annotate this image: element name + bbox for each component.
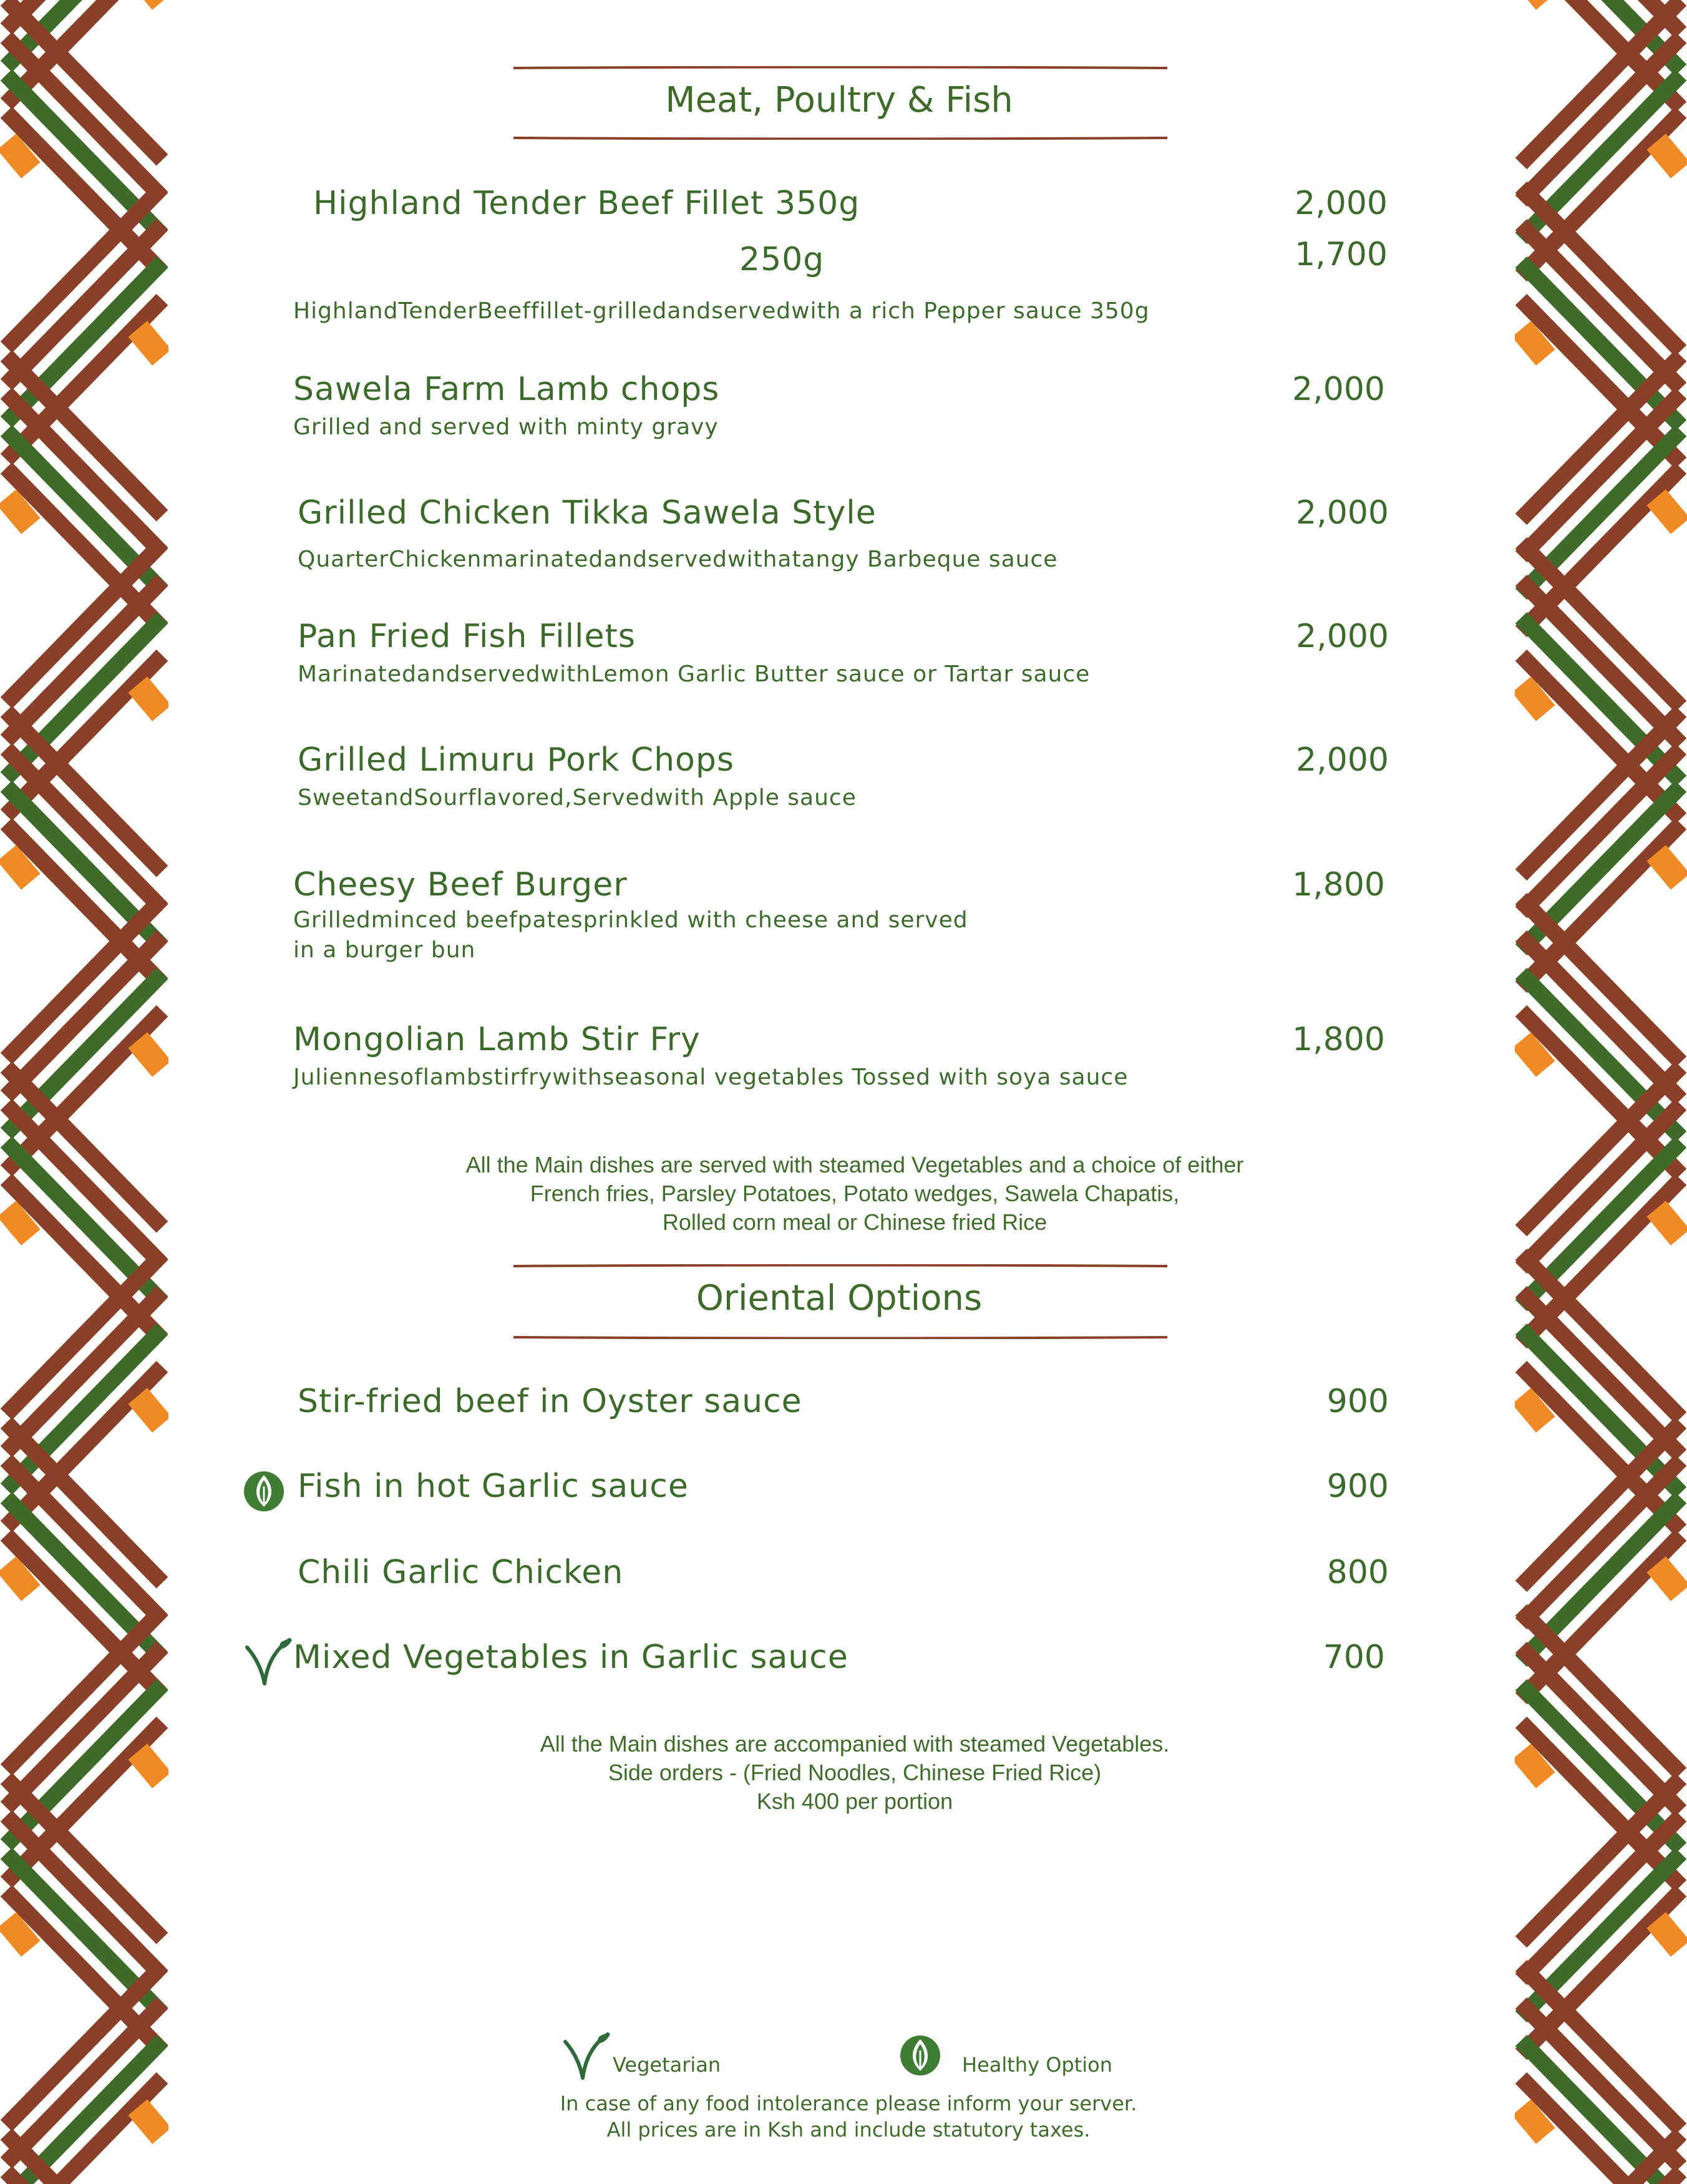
item-name: Chili Garlic Chicken: [298, 1554, 624, 1591]
note-line: Side orders - (Fried Noodles, Chinese Fried Rice): [608, 1760, 1102, 1785]
item-price: 800: [1326, 1554, 1389, 1591]
section-title-meat: Meat, Poultry & Fish: [665, 80, 1013, 120]
item-price: 1,800: [1292, 1021, 1385, 1058]
section-rule-bottom: [513, 1335, 1167, 1339]
note-line: All the Main dishes are served with steamed Vegetables and a choice of either: [465, 1152, 1244, 1177]
item-name: Fish in hot Garlic sauce: [298, 1468, 689, 1505]
note-line: French fries, Parsley Potatoes, Potato wedges, Sawela Chapatis,: [530, 1181, 1180, 1206]
item-name: Cheesy Beef Burger: [293, 866, 628, 904]
item-price: 900: [1326, 1468, 1389, 1505]
item-price: 2,000: [1296, 741, 1389, 779]
section-rule-bottom: [513, 136, 1167, 140]
item-name: Mongolian Lamb Stir Fry: [293, 1021, 701, 1058]
vegetarian-legend-icon: [562, 2028, 611, 2083]
item-description: SweetandSourflavored,Servedwith Apple sauce: [298, 785, 857, 811]
note-line: Rolled corn meal or Chinese fried Rice: [662, 1209, 1048, 1235]
oriental-note: [387, 1730, 1323, 1816]
legend-healthy-label: Healthy Option: [962, 2053, 1112, 2077]
item-description: HighlandTenderBeeffillet-grilledandservedwith a rich Pepper sauce 350g: [293, 298, 1150, 324]
item-description: MarinatedandservedwithLemon Garlic Butter sauce or Tartar sauce: [298, 661, 1091, 687]
vegetarian-sprout-icon: [243, 1634, 293, 1689]
item-description: Grilled and served with minty gravy: [293, 414, 719, 440]
item-name: Sawela Farm Lamb chops: [293, 371, 720, 408]
footer-line: In case of any food intolerance please inform your server.: [560, 2092, 1137, 2115]
item-price-portion: 1,700: [1295, 236, 1388, 273]
item-description: Juliennesoflambstirfrywithseasonal vegetables Tossed with soya sauce: [293, 1065, 1129, 1090]
legend-vegetarian-label: Vegetarian: [613, 2053, 721, 2077]
item-price: 900: [1326, 1383, 1389, 1420]
section-title-oriental: Oriental Options: [696, 1278, 983, 1319]
item-price: 700: [1323, 1639, 1385, 1676]
item-name: Stir-fried beef in Oyster sauce: [298, 1383, 802, 1420]
item-price: 2,000: [1292, 371, 1385, 408]
item-name: Grilled Limuru Pork Chops: [298, 741, 734, 779]
item-description: Grilledminced beefpatesprinkled with cheese and served: [293, 907, 968, 933]
footer-notes: [437, 2090, 1260, 2143]
item-name: Highland Tender Beef Fillet 350g: [313, 185, 860, 222]
item-description-line2: in a burger bun: [293, 937, 476, 963]
item-portion: 250g: [739, 241, 825, 278]
item-price: 2,000: [1296, 618, 1389, 655]
healthy-legend-icon: [898, 2032, 942, 2079]
section-rule-top: [513, 66, 1167, 70]
item-description: QuarterChickenmarinatedandservedwithatangy Barbeque sauce: [298, 547, 1058, 572]
note-line: All the Main dishes are accompanied with steamed Vegetables.: [540, 1731, 1170, 1757]
item-name: Mixed Vegetables in Garlic sauce: [293, 1639, 848, 1676]
item-price: 2,000: [1296, 494, 1389, 532]
item-price: 1,800: [1292, 866, 1385, 904]
healthy-leaf-icon: [242, 1468, 286, 1515]
note-line: Ksh 400 per portion: [756, 1788, 953, 1814]
accompaniment-note: [387, 1151, 1323, 1237]
item-name: Grilled Chicken Tikka Sawela Style: [298, 494, 877, 532]
item-name: Pan Fried Fish Fillets: [298, 618, 636, 655]
item-price: 2,000: [1295, 185, 1388, 222]
footer-line: All prices are in Ksh and include statutory taxes.: [606, 2118, 1091, 2142]
section-rule-top: [513, 1264, 1167, 1268]
